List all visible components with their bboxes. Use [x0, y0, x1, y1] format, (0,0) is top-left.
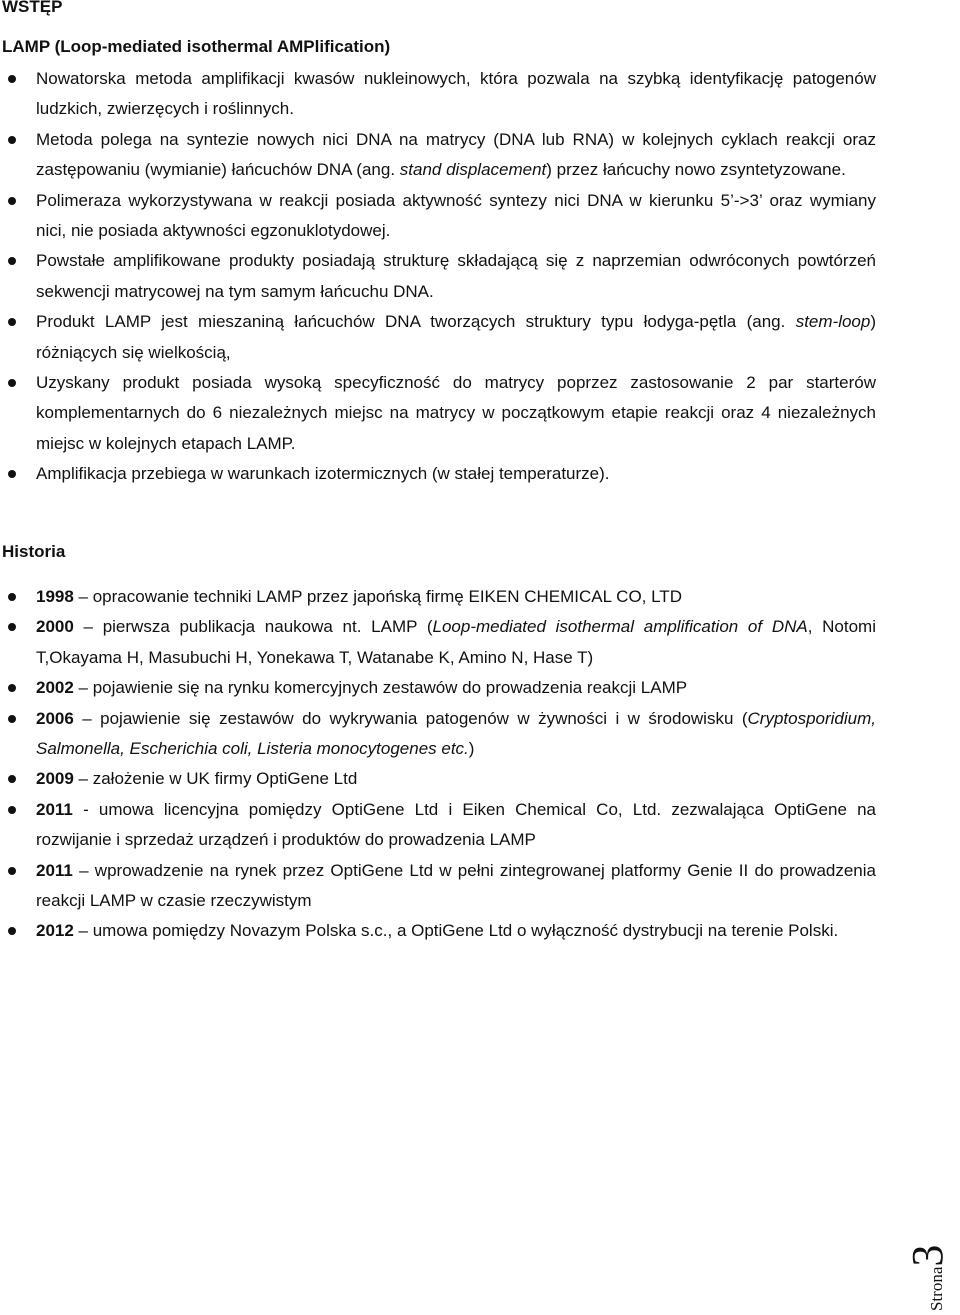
intro-bullet-text	[36, 373, 876, 453]
history-bullet-text	[36, 921, 838, 940]
bullet-icon	[8, 623, 16, 631]
text-run: Nowatorska metoda amplifikacji kwasów nukleinowych, która pozwala na szybką identyfikację patogenów ludzkich, zwierzęcych i roślinnych.	[36, 69, 876, 119]
text-run: ) różniących się wielkością,	[36, 312, 876, 362]
italic-term: stem-loop	[795, 312, 871, 332]
bullet-icon	[8, 470, 16, 478]
text-run: ) przez łańcuchy nowo zsyntetyzowane.	[546, 160, 846, 180]
history-bullet-text	[36, 617, 876, 666]
text-run: – pojawienie się zestawów do wykrywania patogenów w żywności i w środowisku (	[73, 708, 748, 728]
history-bullet-text	[36, 769, 357, 788]
bullet-icon	[8, 684, 16, 692]
section-heading: WSTĘP	[2, 0, 63, 16]
intro-bullet-text	[36, 69, 876, 118]
intro-bullet-text	[36, 464, 610, 483]
bullet-icon	[8, 318, 16, 326]
history-bullet-item	[0, 764, 876, 794]
history-bullet-item	[0, 916, 876, 946]
text-run: Produkt LAMP jest mieszaniną łańcuchów DNA tworzących struktury typu łodyga-pętla (ang.	[36, 312, 796, 332]
year-label: 2002	[36, 678, 74, 698]
italic-term: Loop-mediated isothermal amplification of DNA	[432, 617, 808, 637]
year-label: 2006	[36, 708, 74, 728]
history-bullet-list	[0, 582, 960, 947]
text-run: – umowa pomiędzy Novazym Polska s.c., a OptiGene Ltd o wyłączność dystrybucji na terenie Polski.	[73, 921, 839, 941]
page-number-label	[903, 1244, 952, 1311]
text-run: )	[468, 739, 475, 759]
intro-bullet-item	[0, 368, 876, 459]
history-bullet-text	[36, 800, 876, 849]
intro-bullet-item	[0, 125, 876, 186]
bullet-icon	[8, 379, 16, 387]
page-footer	[903, 1221, 954, 1311]
intro-bullet-item	[0, 459, 876, 489]
year-label: 1998	[36, 587, 74, 606]
text-run: Amplifikacja przebiega w warunkach izotermicznych (w stałej temperaturze).	[36, 464, 610, 484]
text-run: , Notomi T,Okayama H, Masubuchi H, Yonekawa T, Watanabe K, Amino N, Hase T)	[36, 617, 876, 667]
page-word: Strona	[927, 1266, 946, 1311]
history-bullet-text	[36, 709, 876, 758]
text-run: Uzyskany produkt posiada wysoką specyficzność do matrycy poprzez zastosowanie 2 par starterów komplementarnych do 6 niezależnych miejsc na matrycy w początkowym etapie reakcji oraz 4 niezależnych miejsc w kolejnych etapach LAMP.	[36, 373, 876, 453]
bullet-icon	[8, 197, 16, 205]
history-bullet-item	[0, 582, 876, 612]
bullet-icon	[8, 775, 16, 783]
intro-bullet-text	[36, 312, 876, 361]
bullet-icon	[8, 257, 16, 265]
lamp-subheading: LAMP (Loop-mediated isothermal AMPlification)	[2, 37, 391, 56]
bullet-icon	[8, 806, 16, 814]
italic-term: stand displacement	[399, 160, 547, 180]
history-bullet-text	[36, 861, 876, 910]
year-label: 2011	[36, 799, 73, 819]
year-label: 2012	[36, 921, 74, 941]
bullet-icon	[8, 927, 16, 935]
history-bullet-text	[36, 587, 682, 606]
text-run: – pierwsza publikacja naukowa nt. LAMP (	[73, 617, 433, 637]
history-bullet-item	[0, 856, 876, 917]
text-run: – założenie w UK firmy OptiGene Ltd	[73, 769, 358, 789]
history-bullet-item	[0, 704, 876, 765]
year-label: 2000	[36, 617, 74, 637]
text-run: – pojawienie się na rynku komercyjnych zestawów do prowadzenia reakcji LAMP	[73, 678, 688, 698]
bullet-icon	[8, 867, 16, 875]
intro-bullet-text	[36, 130, 876, 179]
bullet-icon	[8, 715, 16, 723]
history-bullet-item	[0, 673, 876, 703]
intro-bullet-item	[0, 64, 876, 125]
text-run: – wprowadzenie na rynek przez OptiGene Ltd w pełni zintegrowanej platformy Genie II do prowadzenia reakcji LAMP w czasie rzeczywistym	[36, 860, 876, 911]
year-label: 2009	[36, 769, 74, 789]
bullet-icon	[8, 593, 16, 601]
text-run: – opracowanie techniki LAMP przez japońską firmę EIKEN CHEMICAL CO, LTD	[73, 587, 682, 606]
text-run: - umowa licencyjna pomiędzy OptiGene Ltd i Eiken Chemical Co, Ltd. zezwalająca OptiGene na rozwijanie i sprzedaż urządzeń i produktów do prowadzenia LAMP	[36, 799, 876, 850]
year-label: 2011	[36, 860, 73, 880]
intro-bullet-item	[0, 246, 876, 307]
text-run: Powstałe amplifikowane produkty posiadają strukturę składającą się z naprzemian odwróconych powtórzeń sekwencji matrycowej na tym samym łańcuchu DNA.	[36, 251, 876, 301]
intro-bullet-item	[0, 307, 876, 368]
history-bullet-item	[0, 795, 876, 856]
history-bullet-text	[36, 678, 687, 697]
italic-term: Cryptosporidium, Salmonella, Escherichia coli, Listeria monocytogenes etc.	[36, 708, 876, 759]
intro-bullet-list	[0, 64, 960, 490]
history-heading: Historia	[2, 542, 66, 561]
intro-bullet-item	[0, 186, 876, 247]
intro-bullet-text	[36, 251, 876, 300]
text-run: Polimeraza wykorzystywana w reakcji posiada aktywność syntezy nici DNA w kierunku 5’->3’ oraz wymiany nici, nie posiada aktywności egzonuklotydowej.	[36, 190, 876, 241]
text-run: Metoda polega na syntezie nowych nici DNA na matrycy (DNA lub RNA) w kolejnych cyklach reakcji oraz zastępowaniu (wymianie) łańcuchów DNA (ang.	[36, 129, 876, 180]
page-number: 3	[903, 1244, 952, 1267]
history-bullet-item	[0, 612, 876, 673]
intro-bullet-text	[36, 191, 876, 240]
bullet-icon	[8, 75, 16, 83]
bullet-icon	[8, 136, 16, 144]
